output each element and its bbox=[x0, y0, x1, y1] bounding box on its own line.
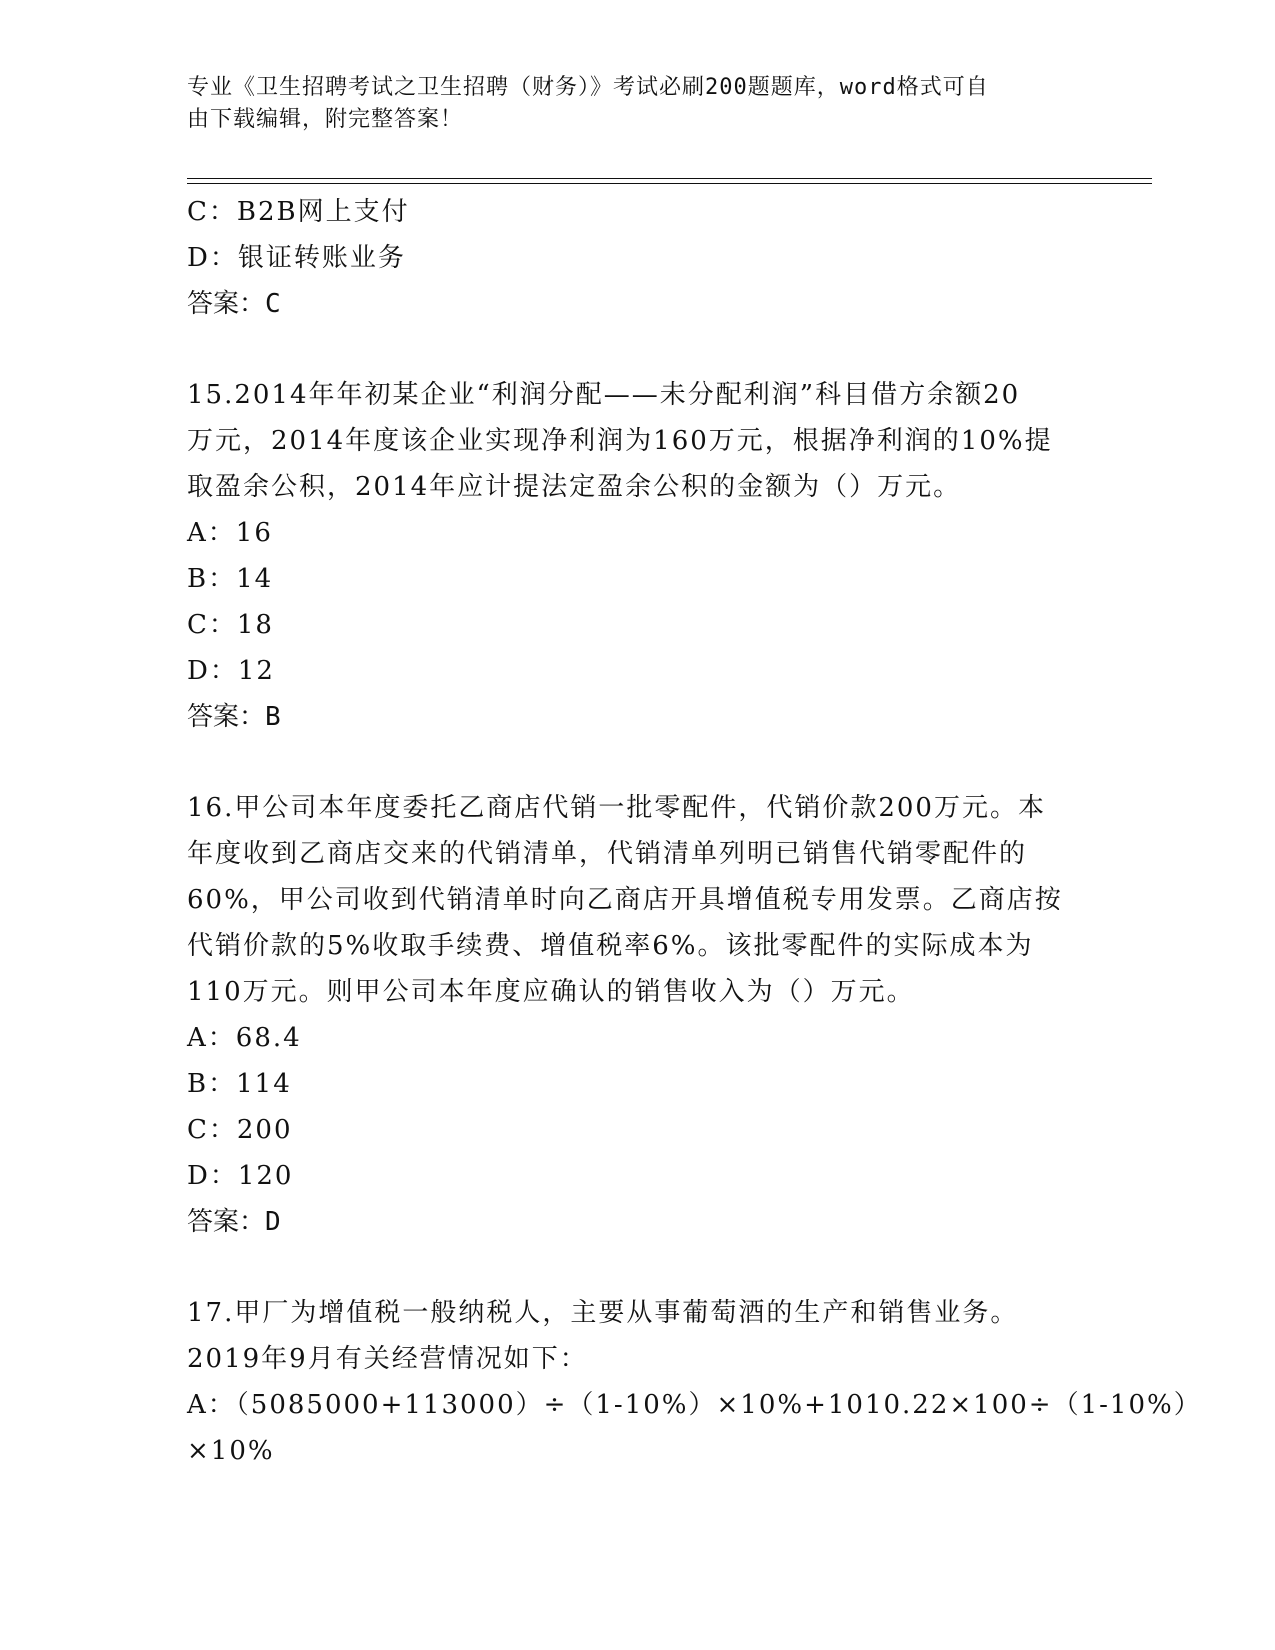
spacer bbox=[187, 327, 1087, 372]
header-divider-bottom bbox=[187, 183, 1152, 184]
question-text-line: 16.甲公司本年度委托乙商店代销一批零配件，代销价款200万元。本 bbox=[187, 793, 1046, 823]
spacer bbox=[187, 1245, 1087, 1290]
question-text-line: 代销价款的5%收取手续费、增值税率6%。该批零配件的实际成本为 bbox=[187, 931, 1034, 961]
option-b: B：14 bbox=[187, 564, 274, 594]
document-body bbox=[187, 189, 1202, 1474]
question-17 bbox=[187, 1290, 1202, 1474]
option-a-continued: ×10% bbox=[187, 1436, 275, 1466]
question-text-line: 年度收到乙商店交来的代销清单，代销清单列明已销售代销零配件的 bbox=[187, 839, 1028, 869]
option-a: A：（5085000+113000）÷（1-10%）×10%+1010.22×100÷（1-10%） bbox=[187, 1390, 1202, 1420]
header-line-2: 由下载编辑，附完整答案！ bbox=[187, 107, 464, 132]
option-c: C：200 bbox=[187, 1115, 293, 1145]
answer-line: 答案：D bbox=[187, 1207, 281, 1237]
question-text-line: 60%，甲公司收到代销清单时向乙商店开具增值税专用发票。乙商店按 bbox=[187, 885, 1063, 915]
question-text-line: 2019年9月有关经营情况如下： bbox=[187, 1344, 588, 1374]
option-d: D：银证转账业务 bbox=[187, 243, 406, 273]
question-text-line: 15.2014年年初某企业“利润分配——未分配利润”科目借方余额20 bbox=[187, 380, 1021, 410]
option-a: A：16 bbox=[187, 518, 273, 548]
question-text-line: 取盈余公积，2014年应计提法定盈余公积的金额为（）万元。 bbox=[187, 472, 962, 502]
option-d: D：12 bbox=[187, 656, 275, 686]
question-16 bbox=[187, 785, 1087, 1245]
answer-line: 答案：B bbox=[187, 702, 281, 732]
question-text-line: 110万元。则甲公司本年度应确认的销售收入为（）万元。 bbox=[187, 977, 915, 1007]
option-a: A：68.4 bbox=[187, 1023, 302, 1053]
option-c: C：B2B网上支付 bbox=[187, 197, 410, 227]
question-text-line: 万元，2014年度该企业实现净利润为160万元，根据净利润的10%提 bbox=[187, 426, 1053, 456]
document-header bbox=[187, 72, 1087, 136]
header-line-1: 专业《卫生招聘考试之卫生招聘（财务）》考试必刷200题题库，word格式可自 bbox=[187, 75, 989, 100]
header-divider-top bbox=[187, 178, 1152, 179]
option-c: C：18 bbox=[187, 610, 274, 640]
option-d: D：120 bbox=[187, 1161, 294, 1191]
question-15 bbox=[187, 372, 1087, 740]
option-b: B：114 bbox=[187, 1069, 292, 1099]
spacer bbox=[187, 740, 1087, 785]
question-14-tail bbox=[187, 189, 1087, 327]
question-text-line: 17.甲厂为增值税一般纳税人，主要从事葡萄酒的生产和销售业务。 bbox=[187, 1298, 1019, 1328]
answer-line: 答案：C bbox=[187, 289, 281, 319]
